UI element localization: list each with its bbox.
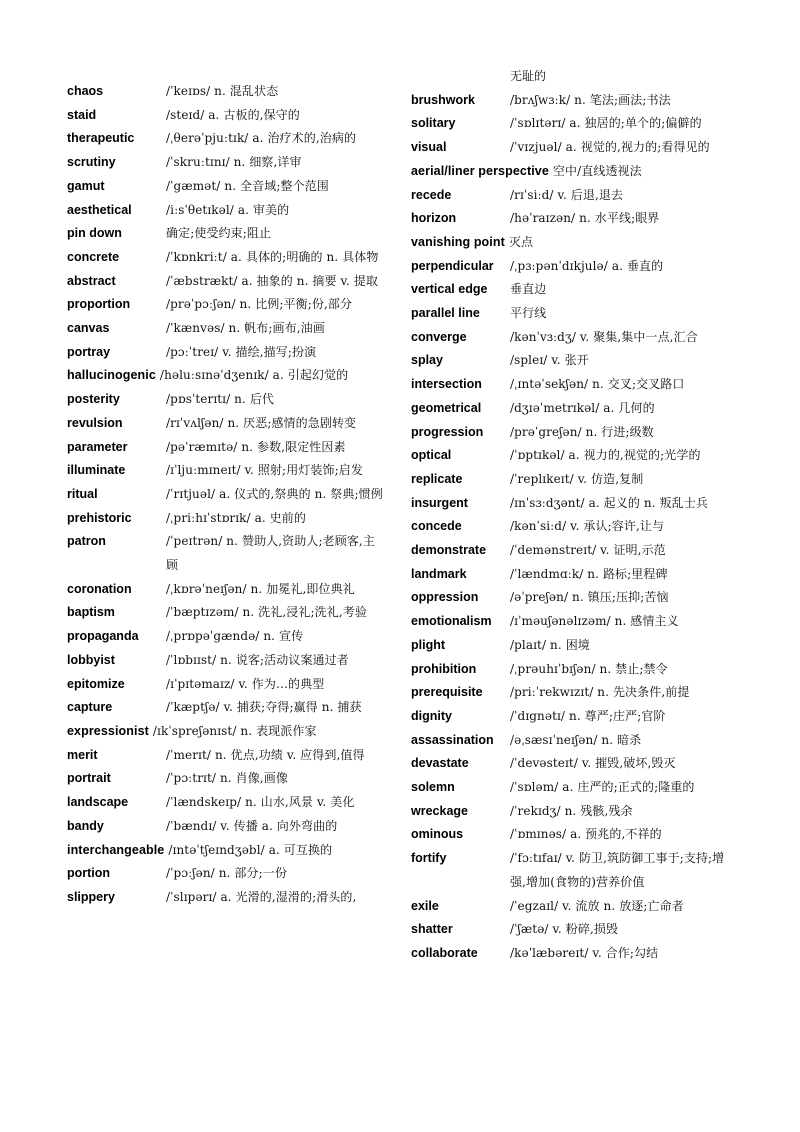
headword: therapeutic	[67, 131, 135, 146]
vocab-entry	[67, 459, 407, 483]
vocab-entry	[411, 349, 751, 373]
headword: interchangeable	[67, 842, 165, 857]
vocab-entry	[67, 507, 407, 531]
vocab-entry	[67, 436, 407, 460]
vocab-entry	[411, 658, 751, 682]
definition: /ˈkɒnkriːt/ a. 具体的;明确的 n. 具体物	[166, 249, 379, 264]
headword: vanishing point	[411, 234, 505, 249]
vocab-entry	[67, 767, 407, 791]
vocab-entry	[67, 625, 407, 649]
definition: /əˈpreʃən/ n. 镇压;压抑;苦恼	[510, 590, 669, 605]
vocab-entry	[411, 705, 751, 729]
headword: recede	[411, 187, 452, 202]
definition: /plaɪt/ n. 困境	[510, 637, 590, 652]
definition: /ˈmerɪt/ n. 优点,功绩 v. 应得到,值得	[166, 747, 365, 762]
headword: scrutiny	[67, 155, 116, 170]
headword: intersection	[411, 377, 482, 392]
definition: /ˌθerəˈpjuːtɪk/ a. 治疗术的,治病的	[166, 131, 357, 146]
vocab-entry	[67, 744, 407, 768]
definition: /ˈlændskeɪp/ n. 山水,风景 v. 美化	[166, 795, 355, 810]
definition: /ɪˈljuːmɪneɪt/ v. 照射;用灯装饰;启发	[166, 463, 363, 478]
headword: converge	[411, 329, 467, 344]
headword: patron	[67, 534, 106, 549]
vocab-entry	[67, 222, 407, 246]
headword: portray	[67, 344, 111, 359]
definition: /ˌprɒpəˈgændə/ n. 宣传	[166, 629, 304, 644]
headword: aerial/liner perspective	[411, 163, 549, 178]
vocab-entry	[67, 720, 407, 744]
headword: pin down	[67, 226, 122, 241]
vocab-entry	[411, 515, 751, 539]
vocab-entry	[411, 492, 751, 516]
definition: /həˈraɪzən/ n. 水平线;眼界	[510, 211, 660, 226]
definition: /ˈsɒlɪtərɪ/ a. 独居的;单个的;偏僻的	[510, 116, 702, 131]
vocab-entry	[411, 539, 751, 563]
vocab-entry	[67, 649, 407, 673]
vocab-entry	[67, 364, 407, 388]
definition: /iːsˈθetɪkəl/ a. 审美的	[166, 202, 290, 217]
headword: chaos	[67, 84, 104, 98]
vocab-entry	[67, 270, 407, 294]
vocab-entry	[411, 112, 751, 136]
definition: /prəˈpɔːʃən/ n. 比例;平衡;份,部分	[166, 297, 353, 312]
definition: 灭点	[508, 234, 534, 249]
definition: /ˌpɜːpənˈdɪkjulə/ a. 垂直的	[510, 258, 664, 273]
vocab-entry	[67, 317, 407, 341]
headword: concrete	[67, 249, 120, 264]
headword: ritual	[67, 486, 98, 501]
vocab-entry	[411, 302, 751, 326]
definition: /ˈslɪpərɪ/ a. 光滑的,湿滑的;滑头的,	[166, 889, 357, 904]
vocab-entry	[411, 895, 751, 919]
definition: /ˈskruːtɪnɪ/ n. 细察,详审	[166, 155, 302, 170]
headword: visual	[411, 140, 447, 155]
definition: /kəˈlæbəreɪt/ v. 合作;勾结	[510, 946, 659, 960]
headword: portrait	[67, 771, 111, 786]
definition: /ˈvɪzjuəl/ a. 视觉的,视力的;看得见的	[510, 140, 710, 155]
definition: /həluːsɪnəˈdʒenɪk/ a. 引起幻觉的	[159, 368, 349, 383]
definition: /ɪkˈspreʃənɪst/ n. 表现派作家	[152, 723, 317, 738]
headword: insurgent	[411, 495, 468, 510]
headword: propaganda	[67, 629, 139, 644]
headword: vertical edge	[411, 282, 488, 297]
vocab-entry	[411, 563, 751, 587]
definition: /ˈfɔːtɪfaɪ/ v. 防卫,筑防御工事于;支持;增强,增加(食物的)营养价值	[510, 851, 725, 889]
definition: /ˈgæmət/ n. 全音域;整个范围	[166, 178, 329, 193]
vocab-entry	[67, 601, 407, 625]
vocab-entry	[67, 862, 407, 886]
headword: shatter	[411, 922, 453, 937]
definition: /ˈlɒbɪɪst/ n. 说客;活动议案通过者	[166, 652, 349, 667]
vocab-entry	[411, 184, 751, 208]
headword: emotionalism	[411, 614, 492, 629]
vocab-entry	[67, 293, 407, 317]
headword: bandy	[67, 818, 104, 833]
headword: fortify	[411, 851, 447, 866]
vocab-entry	[411, 444, 751, 468]
vocab-entry	[67, 530, 407, 577]
headword: assassination	[411, 732, 494, 747]
definition: /ˈdemənstreɪt/ v. 证明,示范	[510, 543, 666, 558]
vocab-entry	[67, 578, 407, 602]
vocab-entry	[67, 388, 407, 412]
definition: /ˈpeɪtrən/ n. 赞助人,资助人;老顾客,主顾	[166, 534, 375, 573]
headword: solitary	[411, 116, 456, 131]
vocab-entry	[411, 278, 751, 302]
headword: plight	[411, 637, 446, 652]
headword: parallel line	[411, 306, 480, 321]
definition: /rɪˈvʌlʃən/ n. 厌恶;感情的急剧转变	[166, 415, 357, 430]
definition: /ˈreplɪkeɪt/ v. 仿造,复制	[510, 471, 644, 486]
headword: slippery	[67, 889, 115, 904]
definition: /ɪnˈsɜːdʒənt/ a. 起义的 n. 叛乱士兵	[510, 495, 708, 510]
definition: /pɔːˈtreɪ/ v. 描绘,描写;扮演	[166, 344, 317, 359]
definition: /ˌkɒrəˈneɪʃən/ n. 加冕礼,即位典礼	[166, 581, 355, 596]
definition: /ˈegzaɪl/ v. 流放 n. 放逐;亡命者	[510, 898, 684, 913]
definition: /ˈkænvəs/ n. 帆布;画布,油画	[166, 321, 325, 336]
definition: /spleɪ/ v. 张开	[510, 353, 589, 368]
headword: brushwork	[411, 92, 475, 107]
vocab-entry	[67, 80, 407, 104]
definition: /ɪntəˈtʃeɪndʒəbl/ a. 可互换的	[168, 842, 333, 857]
headword: proportion	[67, 297, 131, 312]
headword: portion	[67, 866, 111, 881]
definition: /dʒɪəˈmetrɪkəl/ a. 几何的	[510, 400, 655, 415]
vocab-entry	[67, 246, 407, 270]
headword: epitomize	[67, 676, 125, 691]
definition: /ˈpɔːtrɪt/ n. 肖像,画像	[166, 771, 288, 786]
definition: /ɪˈməuʃənəlɪzəm/ n. 感情主义	[510, 614, 679, 629]
headword: merit	[67, 747, 98, 762]
definition: /pɒsˈterɪtɪ/ n. 后代	[166, 392, 275, 407]
definition: /ˈɒptɪkəl/ a. 视力的,视觉的;光学的	[510, 448, 701, 463]
headword: baptism	[67, 605, 115, 620]
definition: /ˌprəuhɪˈbɪʃən/ n. 禁止;禁令	[510, 661, 668, 676]
headword: demonstrate	[411, 543, 487, 558]
headword: gamut	[67, 178, 105, 193]
vocab-entry	[67, 412, 407, 436]
definition: /ˈrɪtjuəl/ a. 仪式的,祭典的 n. 祭典;惯例	[166, 486, 383, 501]
vocab-entry	[67, 151, 407, 175]
vocab-entry	[411, 207, 751, 231]
definition: /ˈrekɪdʒ/ n. 残骸,残余	[510, 803, 633, 818]
headword: landscape	[67, 795, 129, 810]
definition: /ˈdɪgnətɪ/ n. 尊严;庄严;官阶	[510, 708, 666, 723]
vocab-entry	[67, 175, 407, 199]
vocab-entry	[411, 823, 751, 847]
headword: progression	[411, 424, 484, 439]
definition: 平行线	[510, 306, 547, 321]
vocab-entry	[411, 160, 751, 184]
vocab-entry	[67, 791, 407, 815]
definition: /rɪˈsiːd/ v. 后退,退去	[510, 187, 624, 202]
headword: optical	[411, 448, 452, 463]
vocab-entry	[411, 776, 751, 800]
vocab-entry	[67, 483, 407, 507]
vocab-entry	[411, 918, 751, 942]
definition: /prəˈgreʃən/ n. 行进;级数	[510, 424, 654, 439]
vocab-entry	[411, 752, 751, 776]
headword: exile	[411, 898, 439, 913]
headword: dignity	[411, 708, 452, 723]
headword: revulsion	[67, 415, 123, 430]
definition: /ˈbændɪ/ v. 传播 a. 向外弯曲的	[166, 818, 338, 833]
definition: /ɪˈpɪtəmaɪz/ v. 作为…的典型	[166, 676, 325, 691]
headword: geometrical	[411, 400, 482, 415]
headword: replicate	[411, 471, 463, 486]
definition: /ˈæbstrækt/ a. 抽象的 n. 摘要 v. 提取	[166, 273, 379, 288]
headword: solemn	[411, 780, 455, 795]
definition: /ˈpɔːʃən/ n. 部分;一份	[166, 866, 287, 881]
definition: /ˈbæptɪzəm/ n. 洗礼,浸礼;洗礼,考验	[166, 605, 367, 620]
definition: /ˌpriːhɪˈstɒrɪk/ a. 史前的	[166, 510, 306, 525]
headword: splay	[411, 353, 443, 368]
definition: /kənˈsiːd/ v. 承认;容许,让与	[510, 519, 665, 534]
definition: /ˈɒmɪnəs/ a. 预兆的,不祥的	[510, 827, 662, 842]
vocab-entry	[67, 127, 407, 151]
headword: prohibition	[411, 661, 477, 676]
vocab-entry	[411, 255, 751, 279]
definition: /steɪd/ a. 古板的,保守的	[166, 107, 300, 122]
vocab-entry	[411, 89, 751, 113]
definition: 确定;使受约束;阻止	[166, 226, 272, 241]
definition: 空中/直线透视法	[552, 163, 642, 178]
headword: horizon	[411, 211, 457, 226]
definition: /pəˈræmɪtə/ n. 参数,限定性因素	[166, 439, 346, 454]
definition: /əˌsæsɪˈneɪʃən/ n. 暗杀	[510, 732, 642, 747]
vocab-entry	[411, 681, 751, 705]
definition: /ˌɪntəˈsekʃən/ n. 交叉;交叉路口	[510, 377, 685, 392]
headword: canvas	[67, 321, 110, 336]
continuation-text: 无耻的	[510, 69, 547, 83]
vocab-entry	[411, 373, 751, 397]
headword: perpendicular	[411, 258, 494, 273]
definition: /ˈkeɪɒs/ n. 混乱状态	[166, 84, 279, 98]
vocab-entry	[411, 397, 751, 421]
vocab-entry	[67, 839, 407, 863]
definition: /brʌʃwɜːk/ n. 笔法;画法;书法	[510, 92, 671, 107]
left-column	[67, 80, 407, 910]
definition: /ˈʃætə/ v. 粉碎,损毁	[510, 922, 619, 937]
headword: concede	[411, 519, 462, 534]
headword: parameter	[67, 439, 128, 454]
headword: abstract	[67, 273, 116, 288]
vocab-entry	[411, 586, 751, 610]
vocab-entry	[411, 231, 751, 255]
vocab-entry	[411, 847, 751, 894]
headword: hallucinogenic	[67, 368, 156, 383]
headword: devastate	[411, 756, 469, 771]
definition: /ˈkæptʃə/ v. 捕获;夺得;赢得 n. 捕获	[166, 700, 362, 715]
headword: collaborate	[411, 946, 478, 960]
headword: wreckage	[411, 803, 468, 818]
headword: ominous	[411, 827, 464, 842]
vocab-entry	[411, 634, 751, 658]
vocab-entry	[67, 199, 407, 223]
vocab-entry	[67, 886, 407, 910]
vocab-entry	[411, 421, 751, 445]
headword: illuminate	[67, 463, 126, 478]
vocab-entry	[67, 341, 407, 365]
vocab-entry	[411, 468, 751, 492]
vocab-entry	[411, 800, 751, 824]
vocab-entry	[67, 696, 407, 720]
headword: lobbyist	[67, 652, 115, 667]
headword: landmark	[411, 566, 467, 581]
definition: /kənˈvɜːdʒ/ v. 聚集,集中一点,汇合	[510, 329, 698, 344]
vocab-entry	[67, 815, 407, 839]
headword: staid	[67, 107, 97, 122]
headword: expressionist	[67, 723, 149, 738]
vocab-entry	[411, 610, 751, 634]
headword: prerequisite	[411, 685, 483, 700]
definition: /ˈlændmɑːk/ n. 路标;里程碑	[510, 566, 668, 581]
definition: 垂直边	[510, 282, 547, 297]
right-column	[411, 69, 751, 966]
headword: posterity	[67, 392, 120, 407]
vocab-entry	[67, 104, 407, 128]
headword: coronation	[67, 581, 132, 596]
headword: capture	[67, 700, 113, 715]
vocab-entry	[411, 942, 751, 966]
headword: aesthetical	[67, 202, 132, 217]
vocab-entry	[411, 136, 751, 160]
definition: /ˈsɒləm/ a. 庄严的;正式的;隆重的	[510, 780, 695, 795]
vocab-entry	[411, 326, 751, 350]
vocab-entry	[67, 673, 407, 697]
headword: oppression	[411, 590, 479, 605]
definition: /priːˈrekwɪzɪt/ n. 先决条件,前提	[510, 685, 690, 700]
vocab-entry	[411, 729, 751, 753]
headword: prehistoric	[67, 510, 132, 525]
definition: /ˈdevəsteɪt/ v. 摧毁,破坏,毁灭	[510, 756, 676, 771]
